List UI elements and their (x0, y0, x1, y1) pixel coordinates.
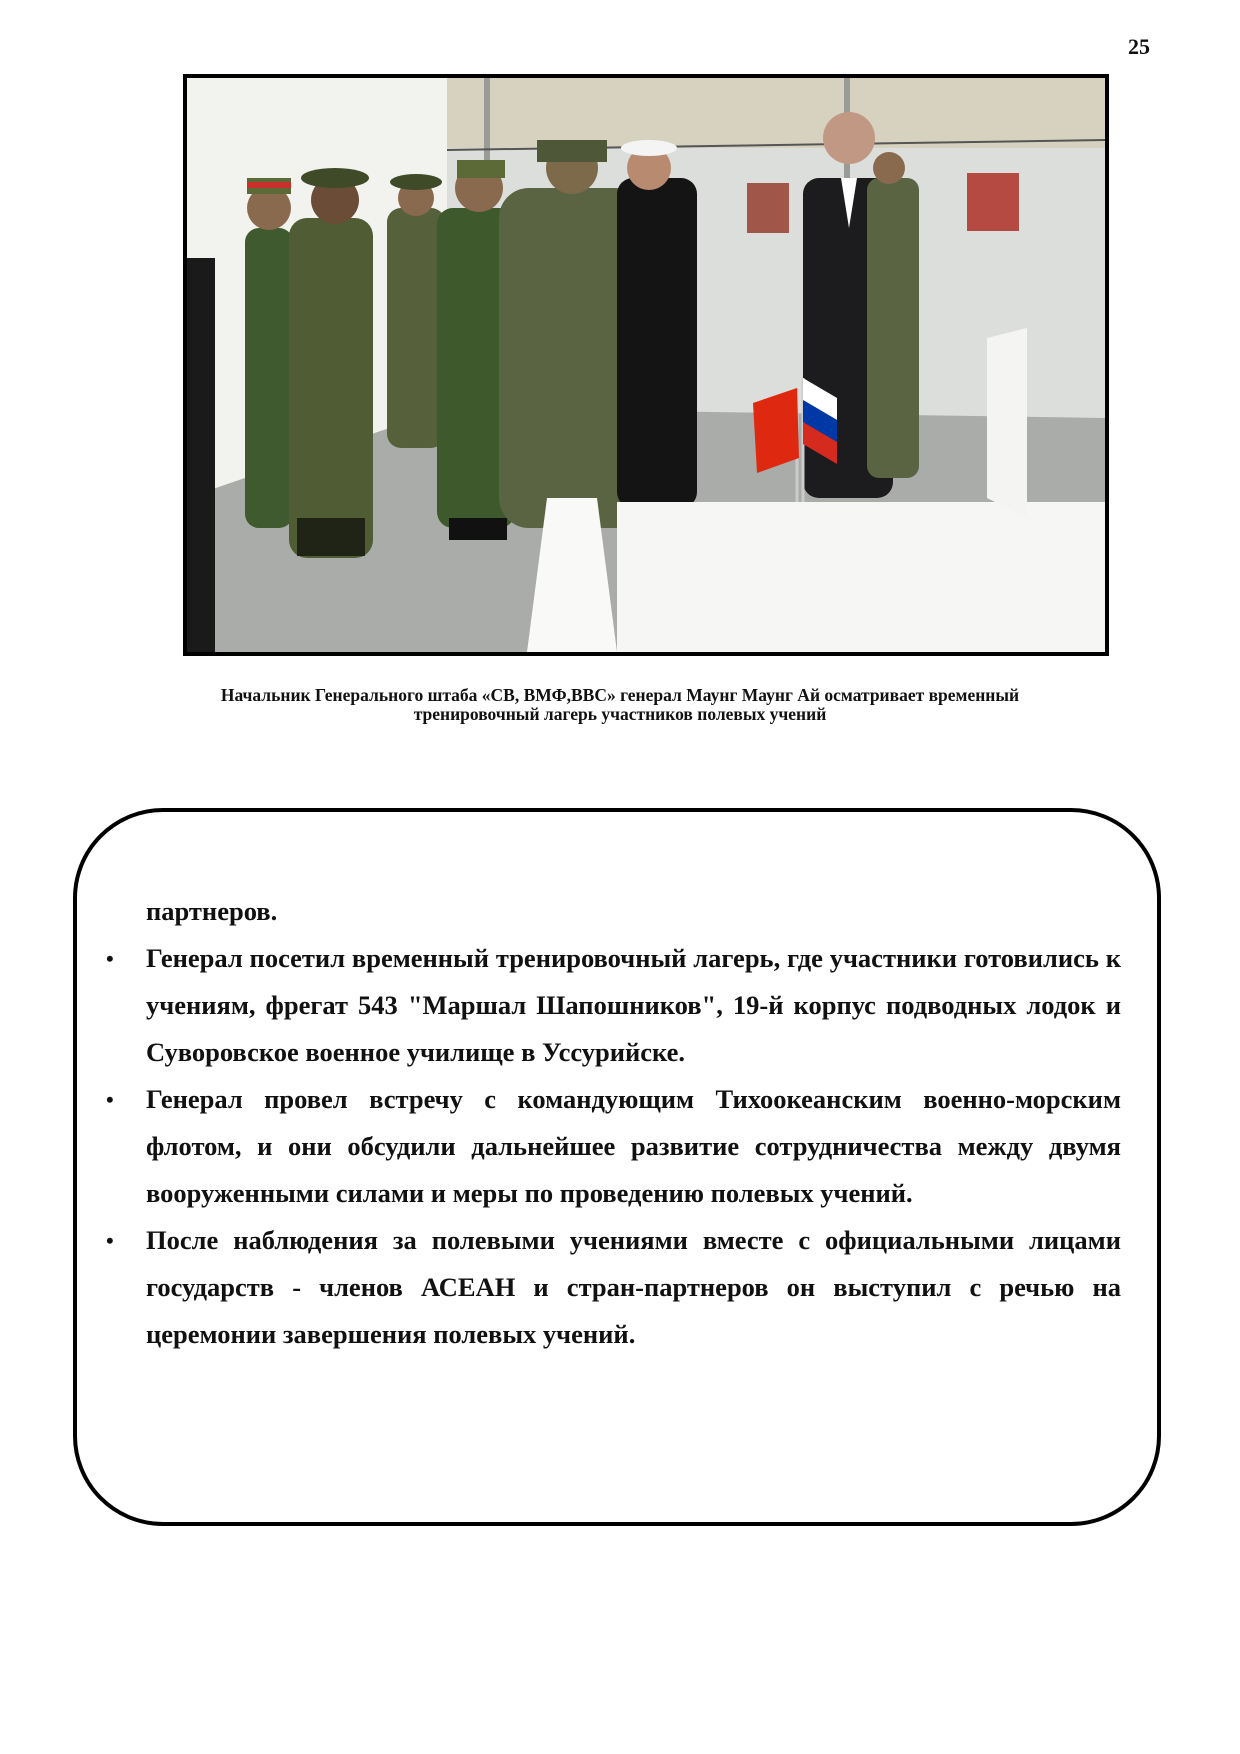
text-box-content (106, 888, 1121, 1358)
list-item (106, 1076, 1121, 1217)
bullet-icon: • (106, 1228, 114, 1253)
naval-officer-figure (617, 140, 697, 508)
list-item-text: После наблюдения за полевыми учениями вместе с официальными лицами государств - членов АСЕАН и стран-партнеров он выступил с речью на церемонии завершения полевых учений. (146, 1225, 1121, 1349)
chair (987, 328, 1027, 518)
wall-poster (967, 173, 1019, 231)
list-item (106, 1217, 1121, 1358)
soldier-figure (289, 168, 373, 558)
list-item-text: Генерал провел встречу с командующим Тихоокеанским военно-морским флотом, и они обсудили дальнейшее развитие сотрудничества между двумя вооруженными силами и меры по проведению полевых учений. (146, 1084, 1121, 1208)
caption-line: Начальник Генерального штаба «СВ, ВМФ,ВВС» генерал Маунг Маунг Ай осматривает временный (220, 685, 1020, 705)
page-number: 25 (1128, 34, 1150, 59)
bullet-list (106, 935, 1121, 1358)
officer-figure (245, 178, 293, 528)
wall-poster (747, 183, 789, 233)
photo-illustration (187, 78, 1105, 652)
continuation-text: партнеров. (146, 896, 278, 926)
bullet-icon: • (106, 946, 114, 971)
event-photo (183, 74, 1109, 656)
list-item (106, 935, 1121, 1076)
soldier-figure (867, 152, 919, 478)
list-item-text: Генерал посетил временный тренировочный лагерь, где участники готовились к учениям, фрегат 543 "Маршал Шапошников", 19-й корпус подводных лодок и Суворовское военное училище в Уссурийске. (146, 943, 1121, 1067)
table-cloth (617, 502, 1105, 652)
soldier-figure (387, 174, 445, 448)
photo-caption (120, 686, 1120, 724)
caption-line: тренировочный лагерь участников полевых учений (413, 704, 827, 724)
bullet-icon: • (106, 1087, 114, 1112)
